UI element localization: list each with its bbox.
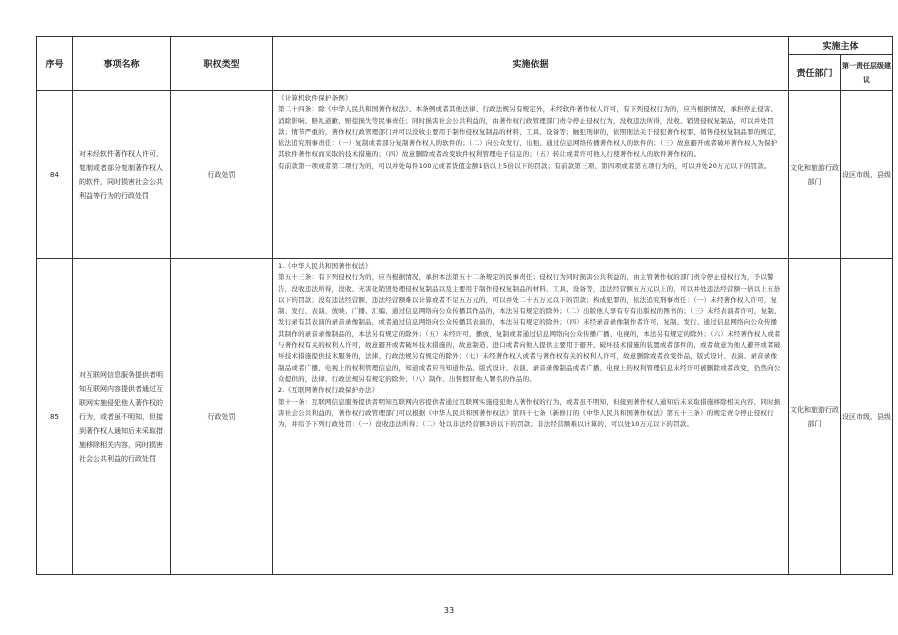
header-type: 职权类型 [171, 37, 273, 91]
row-basis [273, 91, 789, 259]
basis-para: 有前款第一项或者第二项行为的，可以并处每件100元或者货值金额1倍以上5倍以下的罚款；有前款第三项、第四项或者第五项行为的，可以并处20万元以下的罚款。 [278, 161, 771, 170]
header-dept: 责任部门 [789, 55, 841, 91]
header-no: 序号 [37, 37, 73, 91]
row-no: 84 [37, 91, 73, 259]
basis-para: 《计算机软件保护条例》 [278, 94, 352, 102]
row-type: 行政处罚 [171, 91, 273, 259]
page-number: 33 [443, 606, 455, 615]
row-name: 对互联网信息服务提供者明知互联网内容提供者通过互联网实施侵犯他人著作权的行为，或者虽不明知，但接到著作权人通知后未采取措施移除相关内容，同时损害社会公共利益的行政处罚 [73, 259, 171, 575]
row-name: 对未经软件著作权人许可，复制或者部分复制著作权人的软件，同时损害社会公共利益等行为的行政处罚 [73, 91, 171, 259]
row-basis [273, 259, 789, 575]
basis-para: 第二十四条：除《中华人民共和国著作权法》、本条例或者其他法律、行政法规另有规定外，未经软件著作权人许可，有下列侵权行为的，应当根据情况，承担停止侵害、消除影响、赔礼道歉、赔偿损失等民事责任；同时损害社会公共利益的，由著作权行政管理部门责令停止侵权行为，没收违法所得，没收、销毁侵权复制品，可以并处罚款；情节严重的，著作权行政管理部门并可以没收主要用于制作侵权复制品的材料、工具、设备等；触犯刑律的，依照刑法关于侵犯著作权罪、销售侵权复制品罪的规定，依法追究刑事责任：（一）复制或者部分复制著作权人的软件的；（二）向公众发行、出租、通过信息网络传播著作权人的软件的；（三）故意避开或者破坏著作权人为保护其软件著作权而采取的技术措施的；（四）故意删除或者改变软件权利管理电子信息的；（五）转让或者许可他人行使著作权人的软件著作权的。 [278, 105, 781, 159]
header-basis: 实施依据 [273, 37, 789, 91]
header-level: 第一责任层级建议 [841, 55, 893, 91]
basis-para: 1.《中华人民共和国著作权法》 [278, 262, 372, 270]
matters-table [36, 36, 893, 575]
header-name: 事项名称 [73, 37, 171, 91]
basis-para: 第十一条：互联网信息服务提供者明知互联网内容提供者通过互联网实施侵犯他人著作权的行为，或者虽不明知，但接到著作权人通知后未采取措施移除相关内容，同时损害社会公共利益的，著作权行政管理部门可以根据《中华人民共和国著作权法》第四十七条（新修订的《中华人民共和国著作权法》第五十三条）的规定责令停止侵权行为，并给予下列行政处罚：（一）没收违法所得；（二）处以非法经营额3倍以下的罚款；非法经营额难以计算的，可以处10万元以下的罚款。 [278, 397, 781, 429]
row-level: 设区市级、县级 [841, 259, 893, 575]
header-subject: 实施主体 [789, 37, 893, 55]
row-dept: 文化和旅游行政部门 [789, 259, 841, 575]
basis-para: 2.《互联网著作权行政保护办法》 [278, 386, 379, 395]
basis-para: 第五十三条：有下列侵权行为的，应当根据情况，承担本法第五十二条规定的民事责任；侵权行为同时损害公共利益的，由主管著作权的部门责令停止侵权行为，予以警告，没收违法所得，没收、无害化销毁处理侵权复制品以及主要用于制作侵权复制品的材料、工具、设备等，违法经营额五万元以上的，可以并处违法经营额一倍以上五倍以下的罚款；没有违法经营额、违法经营额难以计算或者不足五万元的，可以并处二十五万元以下的罚款；构成犯罪的，依法追究刑事责任：（一）未经著作权人许可，复制、发行、表演、放映、广播、汇编、通过信息网络向公众传播其作品的，本法另有规定的除外；（二）出版他人享有专有出版权的图书的；（三）未经表演者许可，复制、发行录有其表演的录音录像制品，或者通过信息网络向公众传播其表演的，本法另有规定的除外；（四）未经录音录像制作者许可，复制、发行、通过信息网络向公众传播其制作的录音录像制品的，本法另有规定的除外；（五）未经许可，播放、复制或者通过信息网络向公众传播广播、电视的，本法另有规定的除外；（六）未经著作权人或者与著作权有关的权利人许可，故意避开或者破坏技术措施的，故意制造、进口或者向他人提供主要用于避开、破坏技术措施的装置或者部件的，或者故意为他人避开或者破坏技术措施提供技术服务的，法律、行政法规另有规定的除外；（七）未经著作权人或者与著作权有关的权利人许可，故意删除或者改变作品、版式设计、表演、录音录像制品或者广播、电视上的权利管理信息的，知道或者应当知道作品、版式设计、表演、录音录像制品或者广播、电视上的权利管理信息未经许可被删除或者改变，仍然向公众提供的，法律、行政法规另有规定的除外；（八）制作、出售假冒他人署名的作品的。 [278, 273, 781, 383]
row-dept: 文化和旅游行政部门 [789, 91, 841, 259]
row-type: 行政处罚 [171, 259, 273, 575]
table-row [37, 91, 893, 259]
table-row [37, 259, 893, 575]
row-no: 85 [37, 259, 73, 575]
row-level: 设区市级、县级 [841, 91, 893, 259]
